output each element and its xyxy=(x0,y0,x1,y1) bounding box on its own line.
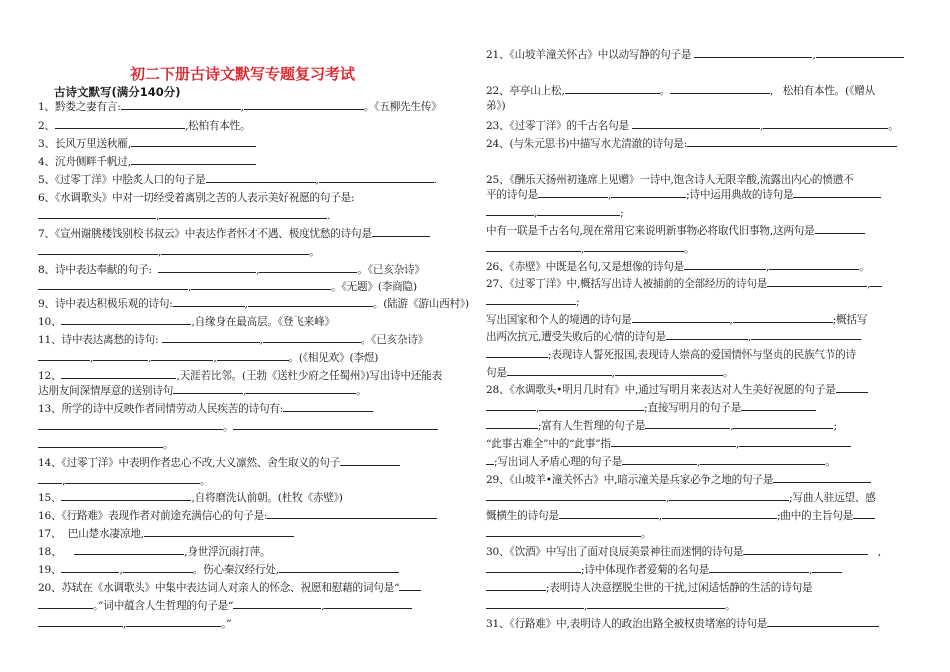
question-26: 26、《赤壁》中既是名句,又是想像的诗句是 , 。 xyxy=(486,261,870,273)
question-6: 6、《水调歌头》中对一切经受着离别之苦的人表示美好祝愿的句子是: xyxy=(38,192,355,204)
question-25-line2: 平的诗句是 , ;诗中运用典故的诗句是 xyxy=(486,188,881,202)
question-12-line2: 达朋友间深情厚意的送别诗句 , 。 xyxy=(38,385,367,397)
question-8: 8、诗中表达奉献的句子: , 。《已亥杂诗》 xyxy=(38,264,425,276)
question-2: 2、 ,松柏有本性。 xyxy=(38,120,251,132)
question-23: 23、《过零丁洋》的千古名句是 , 。 xyxy=(486,120,899,132)
question-29: 29、《山坡羊•潼关怀古》中,暗示潼关是兵家必争之地的句子是 xyxy=(486,473,871,487)
question-11: 11、诗中表达离愁的诗句: , 。《已亥杂诗》 xyxy=(38,334,429,346)
question-30-line2: ;诗中体现作者爱菊的名句是 , xyxy=(486,563,842,577)
question-30-line3: ;表明诗人决意摆脱尘世的干扰,过闲适恬静的生活的诗句是 xyxy=(486,581,812,595)
question-27-line6: 句是 , 。 xyxy=(486,367,734,379)
question-20-line2: 。”词中蕴含人生哲理的句子是“ , xyxy=(38,599,412,613)
question-27-line3: 写出国家和个人的境遇的诗句是 , ;概括写 xyxy=(486,314,868,326)
question-17: 17、 巴山楚水凄凉地, xyxy=(38,527,294,541)
question-13-line3: 。 xyxy=(38,438,173,452)
question-29-line3: 慨横生的诗句是 , ;曲中的主旨句是 xyxy=(486,509,875,523)
question-11-line2: , , , 。(《相见欢》(李煜) xyxy=(38,351,378,365)
question-29-line2: , ;写曲人驻远望、感 xyxy=(486,491,876,505)
question-18: 18、 ,身世浮沉雨打萍。 xyxy=(38,546,271,558)
section-heading: 古诗文默写(满分140分) xyxy=(54,85,181,99)
question-28-line2: , ;直接写明月的句子是 xyxy=(486,401,816,415)
question-13-line2: 。 xyxy=(38,420,438,434)
question-28-line3: ;富有人生哲理的句子是 , ; xyxy=(486,419,837,433)
question-20: 20、苏轼在《水调歌头》中集中表达词人对亲人的怀念、祝愿和慰藉的词句是“ xyxy=(38,581,421,595)
question-22-line2: 弟》) xyxy=(486,100,506,112)
question-10: 10、 ,自缘身在最高层。《登飞来峰》 xyxy=(38,316,335,328)
question-25-line4: 中有一联是千古名句,现在常用它来说明新事物必将取代旧事物,这两句是 xyxy=(486,224,865,238)
question-1: 1、黔娄之妻有言: , 。《五柳先生传》 xyxy=(38,101,442,113)
question-21: 21、《山坡羊潼关怀古》中以动写静的句子是 , xyxy=(486,48,904,62)
question-8-line2: , 。《无题》(李商隐) xyxy=(38,280,417,294)
question-7: 7、《宣州谢朓楼饯别校书叔云》中表达作者怀才不遇、极度忧愁的诗句是 xyxy=(38,227,430,241)
question-24: 24、(与朱元思书)中描写水尤清澈的诗句是: xyxy=(486,137,897,151)
question-9: 9、诗中表达积极乐观的诗句: , 。(陆游《游山西村》) xyxy=(38,298,469,310)
question-28-line5: ;写出词人矛盾心理的句子是 , 。 xyxy=(486,455,836,469)
question-30: 30、《饮酒》中写出了面对良辰美景神往而迷惘的诗句是 , xyxy=(486,546,881,558)
question-19: 19、 , 。伤心秦汉经行处, xyxy=(38,563,399,577)
question-25-line5: , 。 xyxy=(486,242,695,256)
question-6-blanks: , . xyxy=(38,209,330,223)
question-14: 14、《过零丁洋》中表明作者忠心不改,大义凛然、舍生取义的句子 xyxy=(38,456,400,470)
question-22: 22、亭亭山上松, 。 , 松柏有本性。(《赠从 xyxy=(486,85,875,97)
question-15: 15、 ,自将磨洗认前朝。(杜牧《赤壁》) xyxy=(38,492,343,504)
question-4: 4、沉舟侧畔千帆过, xyxy=(38,155,256,169)
question-25-line3: , ; xyxy=(486,206,624,220)
question-27: 27、《过零丁洋》中,概括写出诗人被捕前的全部经历的诗句是 , xyxy=(486,277,882,291)
question-30-line4: , 。 xyxy=(486,599,736,613)
question-27-line4: 出两次抗元,遭受失败后的心情的诗句是 , xyxy=(486,330,861,344)
question-5: 5、《过零丁洋》中脍炙人口的句子是 , . xyxy=(38,174,437,186)
question-12: 12、 ,天涯若比邻。(王勃《送杜少府之任蜀州》)写出诗中还能表 xyxy=(38,370,443,382)
question-13: 13、所学的诗中反映作者同情劳动人民疾苦的诗句有: xyxy=(38,402,373,416)
question-3: 3、长风万里送秋雁, xyxy=(38,137,256,151)
question-16: 16、《行路难》表现作者对前途充满信心的句子是: xyxy=(38,509,437,523)
question-27-line2: ; xyxy=(486,295,579,309)
question-27-line5: ;表现诗人誓死报国,表现诗人崇高的爱国情怀与坚贞的民族气节的诗 xyxy=(486,348,856,362)
page-title: 初二下册古诗文默写专题复习考试 xyxy=(130,65,356,83)
question-20-line3: , 。” xyxy=(38,617,231,631)
question-29-line4: 。 xyxy=(486,527,651,541)
question-25: 25、《酬乐天扬州初逢席上见赠》一诗中,饱含诗人无限辛酸,流露出内心的愤懑不 xyxy=(486,174,854,186)
question-7-blanks: , 。 xyxy=(38,245,320,259)
question-28: 28、《水调歌头•明月几时有》中,通过写明月来表达对人生美好祝愿的句子是 xyxy=(486,383,868,397)
question-31: 31、《行路难》中,表明诗人的政治出路全被权贵堵塞的诗句是 xyxy=(486,617,879,631)
question-28-line4: “此事古难全”中的“此事”指 , xyxy=(486,437,851,451)
question-14-line2: , 。 xyxy=(38,474,211,488)
